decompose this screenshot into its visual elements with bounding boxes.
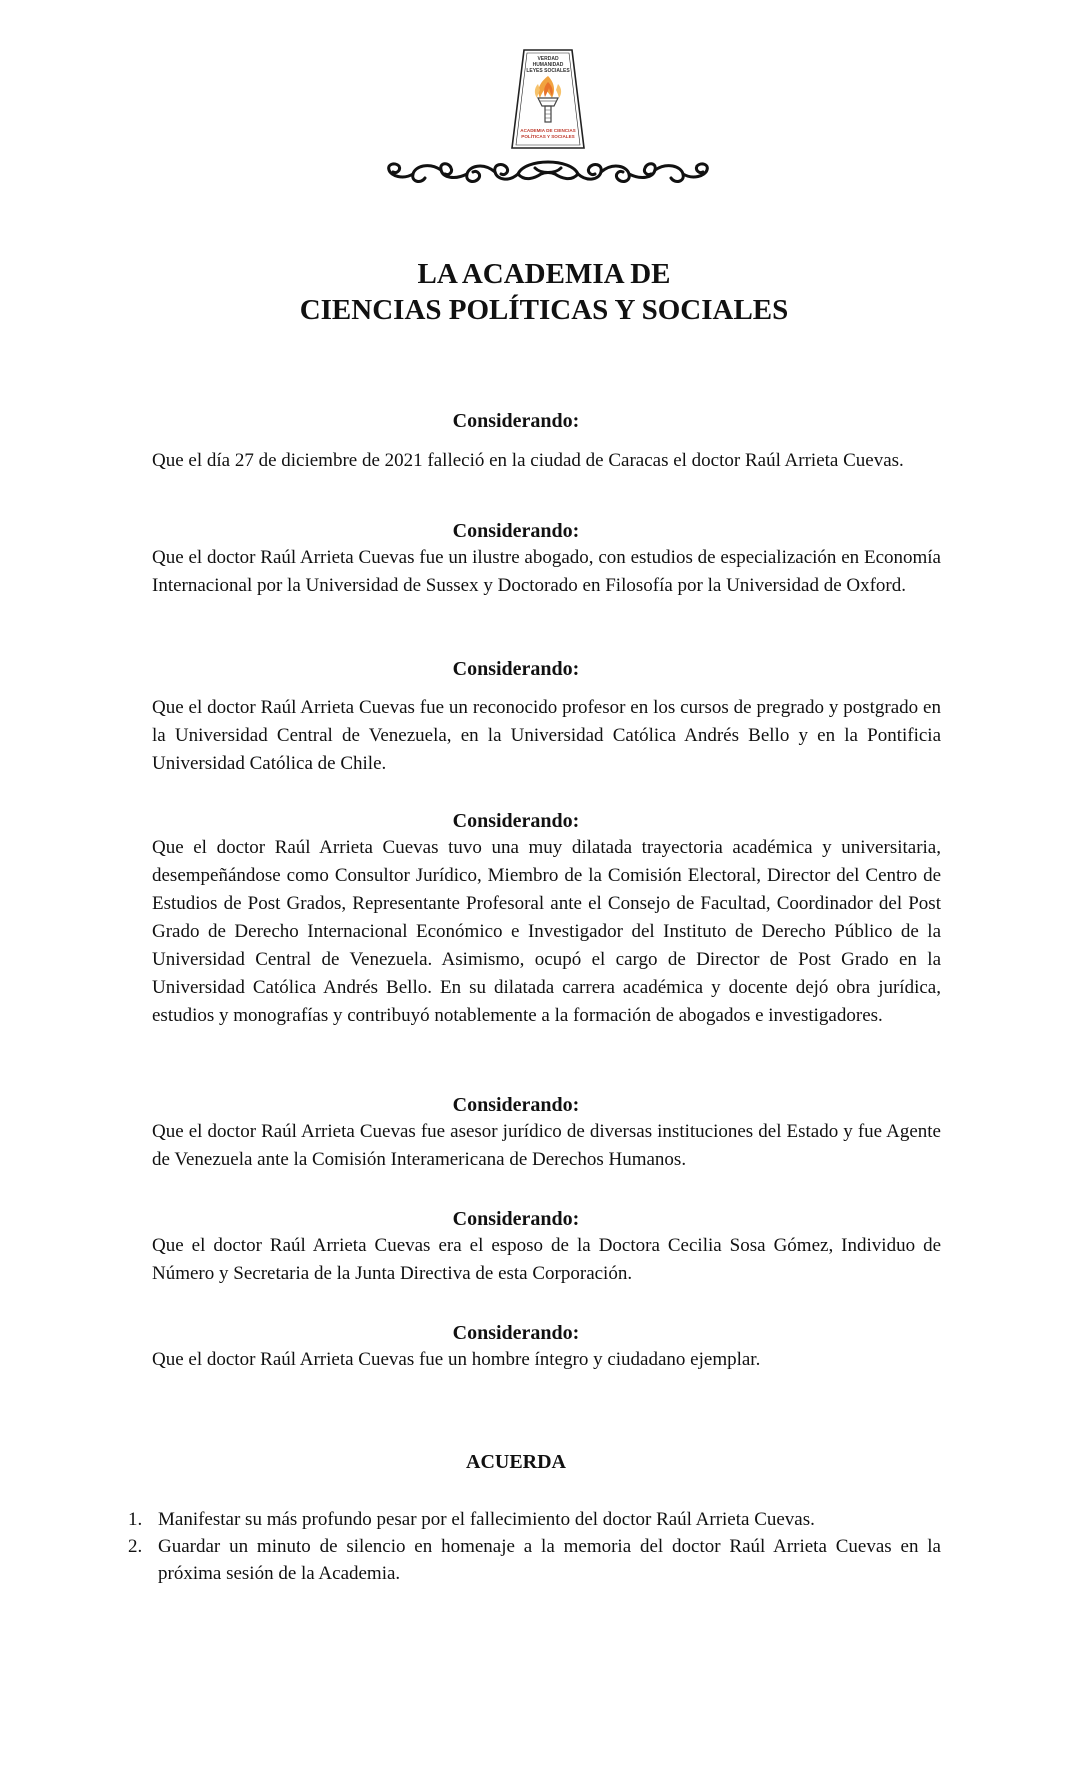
logo-bottom-line2: POLÍTICAS Y SOCIALES <box>521 134 575 139</box>
section-heading: Considerando: <box>452 1322 580 1344</box>
page-title-line1: LA ACADEMIA DE <box>417 258 671 290</box>
section-text: Que el doctor Raúl Arrieta Cuevas tuvo una muy dilatada trayectoria académica y universitaria, desempeñándose como Consultor Jurídico, Miembro de la Comisión Electoral, Director del Centro de Estudios de Post Grados, Representante Profesoral ante el Consejo de Facultad, Coordinador del Post Grado de Derecho Internacional Económico e Investigador del Instituto de Derecho Público de la Universidad Central de Venezuela. Asimismo, ocupó el cargo de Director de Post Grado en la Universidad Católica Andrés Bello. En su dilatada carrera académica y docente dejó obra jurídica, estudios y monografías y contribuyó notablemente a la formación de abogados e investigadores. <box>152 837 941 1026</box>
list-item <box>120 1533 941 1587</box>
section-text: Que el doctor Raúl Arrieta Cuevas fue un reconocido profesor en los cursos de pregrado y postgrado en la Universidad Central de Venezuela, en la Universidad Católica Andrés Bello y en la Pontificia Universidad Católica de Chile. <box>152 697 941 774</box>
academy-logo <box>510 48 586 150</box>
list-item-text: Guardar un minuto de silencio en homenaje a la memoria del doctor Raúl Arrieta Cuevas en la próxima sesión de la Academia. <box>158 1536 941 1584</box>
section-text: Que el doctor Raúl Arrieta Cuevas era el esposo de la Doctora Cecilia Sosa Gómez, Individuo de Número y Secretaria de la Junta Directiva de esta Corporación. <box>152 1235 941 1284</box>
section-text: Que el día 27 de diciembre de 2021 falleció en la ciudad de Caracas el doctor Raúl Arrieta Cuevas. <box>152 450 904 471</box>
acuerda-heading: ACUERDA <box>466 1451 566 1473</box>
acuerda-list <box>120 1506 941 1587</box>
list-item <box>120 1506 941 1533</box>
section-heading: Considerando: <box>452 1208 580 1230</box>
torch-icon <box>510 48 586 150</box>
page-title-line2: CIENCIAS POLÍTICAS Y SOCIALES <box>299 294 789 326</box>
section-heading: Considerando: <box>452 810 580 832</box>
logo-top-line2: HUMANIDAD <box>532 62 564 68</box>
section-heading: Considerando: <box>452 520 580 542</box>
list-item-text: Manifestar su más profundo pesar por el fallecimiento del doctor Raúl Arrieta Cuevas. <box>158 1509 815 1530</box>
section-heading: Considerando: <box>452 410 580 432</box>
section-heading: Considerando: <box>452 658 580 680</box>
logo-top-line1: VERDAD <box>537 56 559 62</box>
section-text: Que el doctor Raúl Arrieta Cuevas fue un hombre íntegro y ciudadano ejemplar. <box>152 1349 761 1370</box>
section-text: Que el doctor Raúl Arrieta Cuevas fue asesor jurídico de diversas instituciones del Estado y fue Agente de Venezuela ante la Comisión Interamericana de Derechos Humanos. <box>152 1121 941 1170</box>
section-heading: Considerando: <box>452 1094 580 1116</box>
list-item-number: 1. <box>128 1509 143 1530</box>
logo-top-line3: LEYES SOCIALES <box>526 68 570 74</box>
logo-bottom-line1: ACADEMIA DE CIENCIAS <box>520 128 576 133</box>
section-text: Que el doctor Raúl Arrieta Cuevas fue un ilustre abogado, con estudios de especialización en Economía Internacional por la Universidad de Sussex y Doctorado en Filosofía por la Universidad de Oxford. <box>152 547 941 596</box>
list-item-number: 2. <box>128 1536 143 1557</box>
scroll-flourish-icon <box>385 152 711 192</box>
